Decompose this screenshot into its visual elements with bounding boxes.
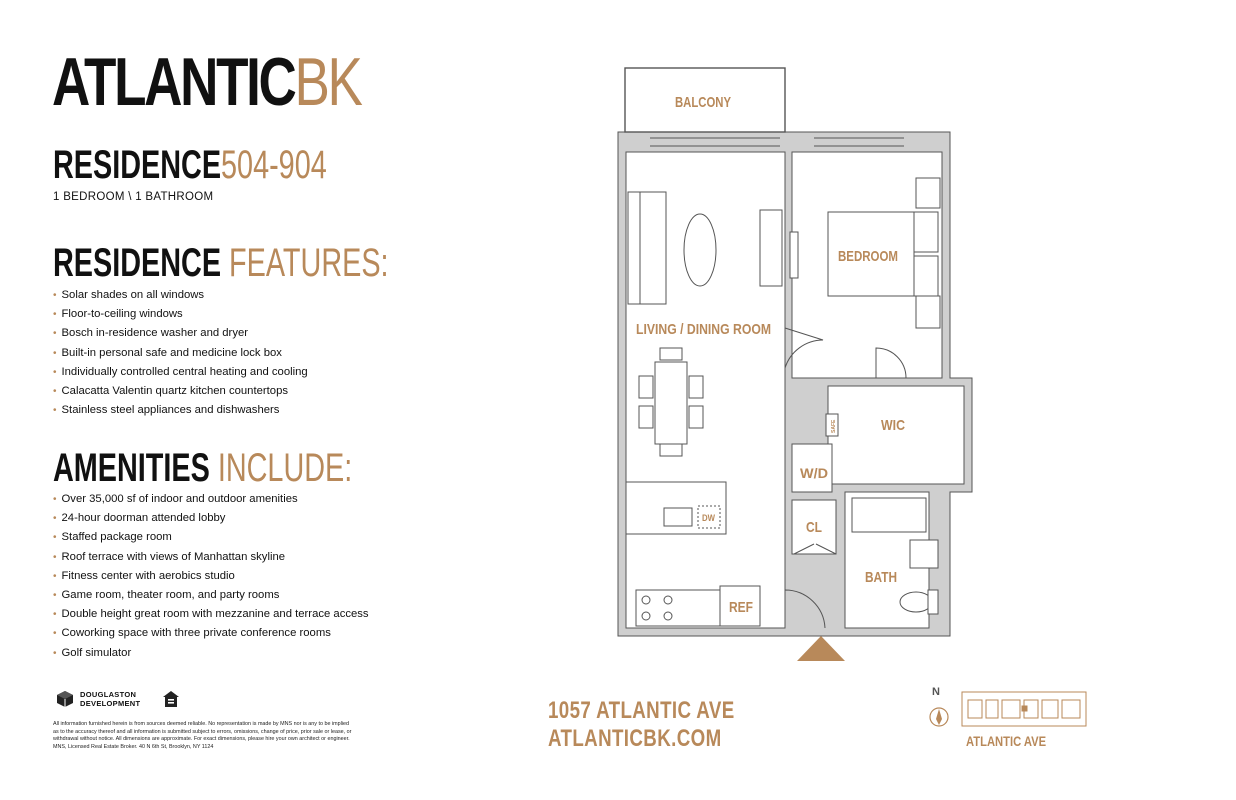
residence-label: RESIDENCE: [53, 143, 222, 187]
residence-number: 504-904: [221, 143, 327, 187]
brand-accent: BK: [294, 44, 361, 120]
dw-label: DW: [702, 513, 716, 523]
list-item: • Game room, theater room, and party rooms: [53, 589, 280, 602]
list-item: • Individually controlled central heating and cooling: [53, 365, 308, 378]
list-item: • Over 35,000 sf of indoor and outdoor amenities: [53, 493, 298, 505]
coffee-table: [684, 214, 716, 286]
wd-label: W/D: [800, 465, 828, 481]
living-label: LIVING / DINING ROOM: [636, 321, 771, 338]
toilet: [900, 592, 932, 612]
list-item: • Floor-to-ceiling windows: [53, 308, 183, 321]
residence-summary: 1 BEDROOM \ 1 BATHROOM: [53, 191, 214, 203]
closet-label: CL: [806, 519, 822, 536]
vanity: [910, 540, 938, 568]
bedroom-label: BEDROOM: [838, 248, 898, 265]
key-plan: [962, 692, 1086, 726]
counter: [636, 590, 720, 626]
brand-main: ATLANTIC: [52, 44, 295, 120]
tv-console: [760, 210, 782, 286]
features-heading-light: FEATURES:: [229, 241, 389, 285]
ref-label: REF: [729, 599, 753, 616]
wic-label: WIC: [881, 417, 906, 434]
disclaimer-text: All information furnished herein is from sources deemed reliable. No representation is made by MNS nor is any to be implied as to the accuracy thereof and all information is submitted subject to errors, omissions, change of price, prior sale or lease, or withdrawal without notice. All dimensions are approximate. For exact dimensions, please hire your own architect or engineer. MNS, Licensed Real Estate Broker. 40 N 6th St, Brooklyn, NY 1124: [53, 721, 352, 750]
safe-label: SAFE: [831, 419, 837, 433]
list-item: • Calacatta Valentin quartz kitchen countertops: [53, 385, 289, 398]
amenities-heading-bold: AMENITIES: [53, 446, 210, 490]
list-item: • Roof terrace with views of Manhattan skyline: [53, 550, 286, 563]
list-item: • Fitness center with aerobics studio: [53, 569, 235, 582]
developer-line2: DEVELOPMENT: [80, 699, 141, 708]
sink: [664, 508, 692, 526]
list-item: • Golf simulator: [53, 646, 132, 659]
dining-table: [655, 362, 687, 444]
list-item: • Staffed package room: [53, 531, 172, 544]
list-item: • Stainless steel appliances and dishwashers: [53, 404, 280, 417]
list-item: • Solar shades on all windows: [53, 289, 205, 301]
features-heading-bold: RESIDENCE: [53, 241, 222, 285]
bathtub: [852, 498, 926, 532]
address-text: 1057 ATLANTIC AVE: [548, 697, 735, 724]
website-link[interactable]: ATLANTICBK.COM: [548, 725, 722, 752]
bath-label: BATH: [865, 569, 897, 586]
compass-icon: [930, 708, 948, 726]
list-item: • Built-in personal safe and medicine lock box: [53, 346, 282, 359]
street-label: ATLANTIC AVE: [966, 733, 1047, 749]
balcony-label: BALCONY: [675, 94, 731, 111]
list-item: • Double height great room with mezzanine and terrace access: [53, 608, 369, 621]
amenities-heading-light: INCLUDE:: [217, 446, 353, 490]
north-label: N: [932, 686, 940, 698]
developer-line1: DOUGLASTON: [80, 690, 137, 699]
list-item: • Coworking space with three private conference rooms: [53, 627, 331, 640]
sofa: [628, 192, 666, 304]
wic-room: [828, 386, 964, 484]
entrance-arrow-icon: [797, 636, 845, 661]
list-item: • Bosch in-residence washer and dryer: [53, 327, 249, 340]
list-item: • 24-hour doorman attended lobby: [53, 512, 226, 525]
